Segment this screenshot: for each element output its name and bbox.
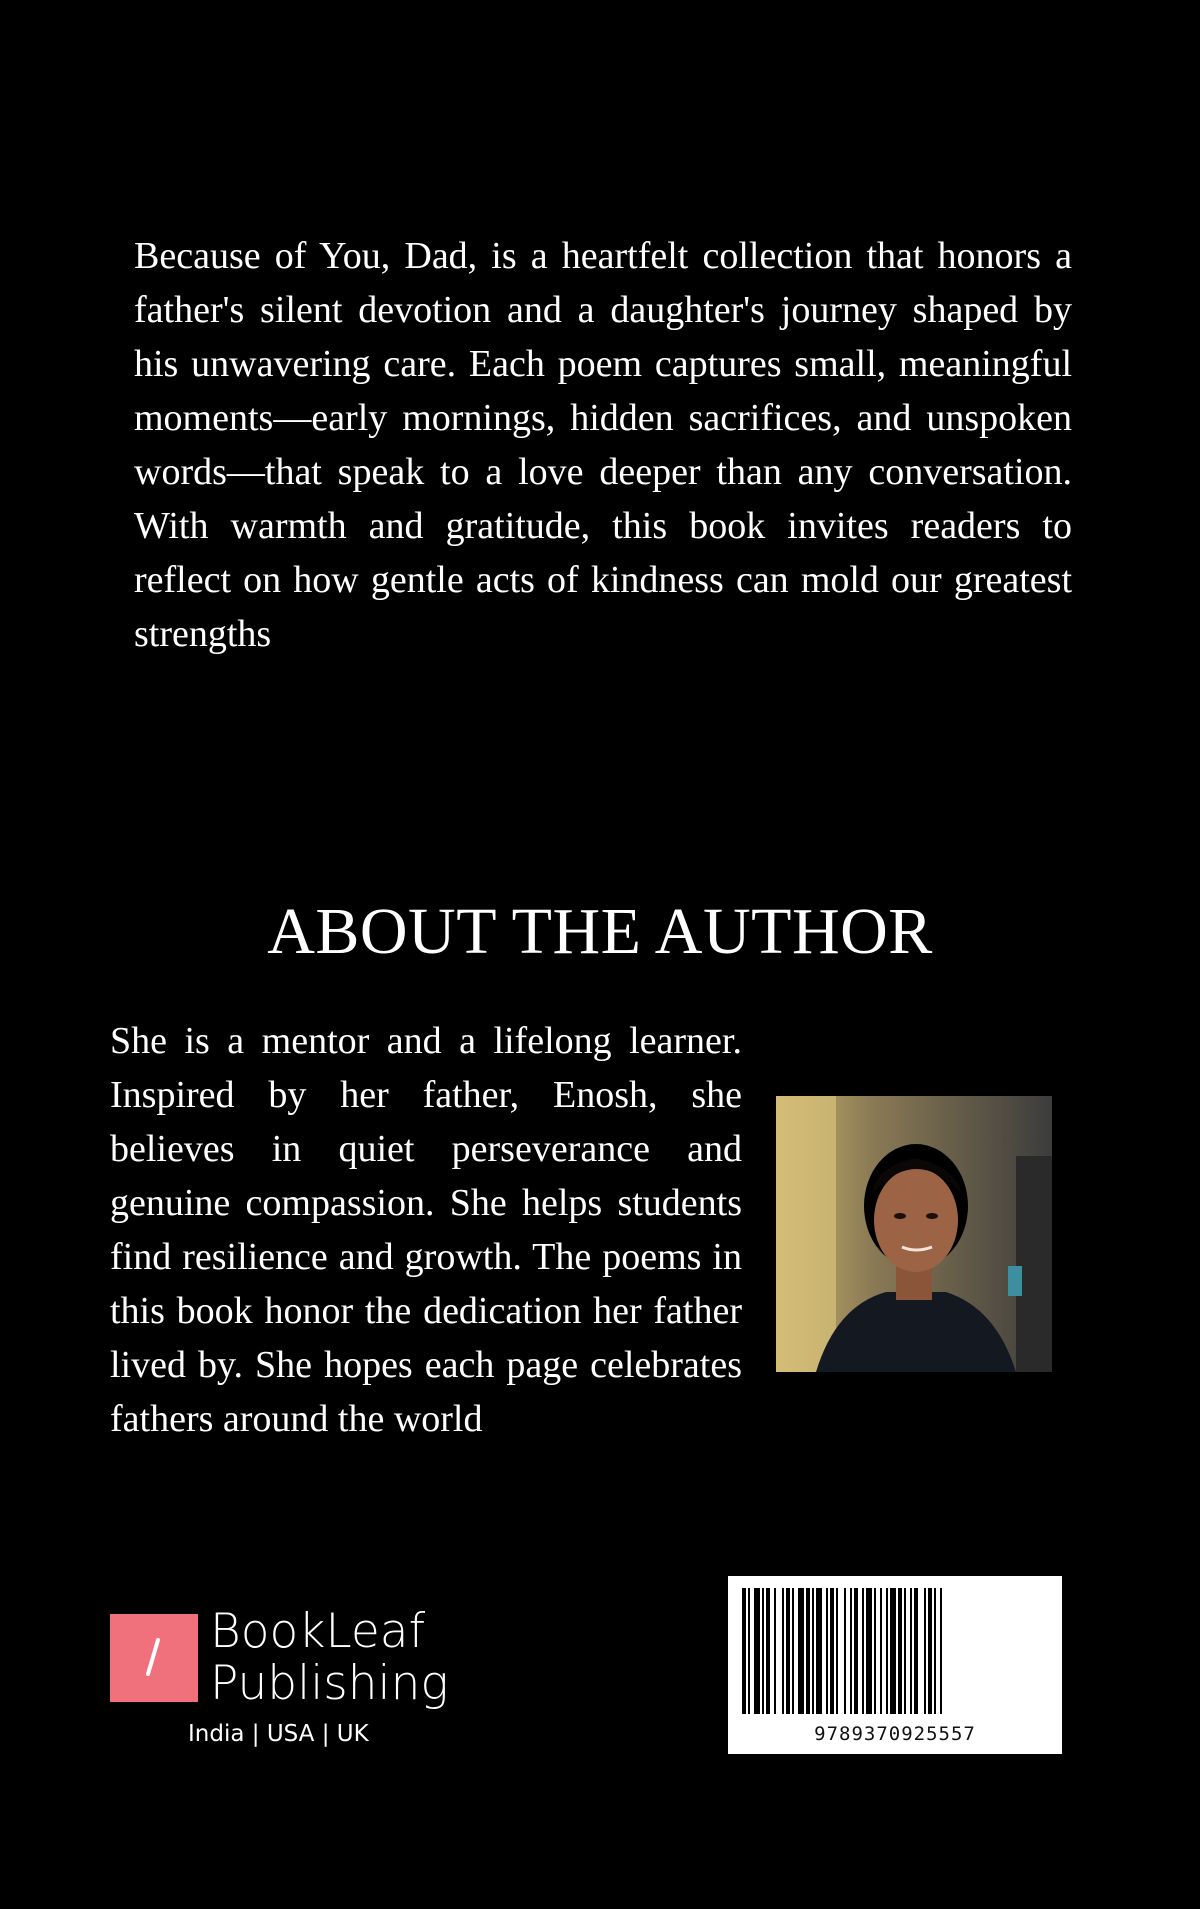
author-portrait-icon [776,1096,1052,1372]
publisher-regions: India | USA | UK [188,1721,369,1747]
barcode-bar [850,1588,852,1714]
barcode-bar [898,1588,902,1714]
barcode-bar [844,1588,846,1714]
barcode-bar [886,1588,888,1714]
barcode-bar [914,1588,918,1714]
publisher-name-line2: Publishing [210,1656,449,1711]
barcode-bar [890,1588,896,1714]
barcode-bar [806,1588,810,1714]
barcode-bar [854,1588,858,1714]
barcode-bar [826,1588,828,1714]
barcode-bar [874,1588,876,1714]
publisher-name-line1: BookLeaf [210,1604,426,1659]
barcode-bar [880,1588,882,1714]
publisher-name [210,1606,449,1710]
book-blurb: Because of You, Dad, is a heartfelt collection that honors a father's silent devotion and a daughter's journey shaped by his unwavering care. Each poem captures small, meaningful moments—early mornings, hidden sacrifices, and unspoken words—that speak to a love deeper than any conversation. With warmth and gratitude, this book invites readers to reflect on how gentle acts of kindness can mold our greatest strengths [134,235,1072,655]
barcode-bar [792,1588,794,1714]
barcode-bar [786,1588,790,1714]
barcode-bar [816,1588,822,1714]
author-bio: She is a mentor and a lifelong learner. Inspired by her father, Enosh, she believes in quiet perseverance and genuine compassion. She helps students find resilience and growth. The poems in this book honor the dedication her father lived by. She hopes each page celebrates fathers around the world [110,1020,742,1440]
barcode-bar [836,1588,838,1714]
slash-mark-icon [110,1614,198,1702]
barcode-bar [762,1588,764,1714]
publisher-logo [110,1614,198,1702]
barcode-bar [904,1588,906,1714]
barcode-bar [928,1588,932,1714]
barcode-bar [924,1588,926,1714]
barcode-bar [748,1588,750,1714]
barcode-bar [830,1588,834,1714]
barcode-bar [940,1588,942,1714]
barcode-bar [742,1588,746,1714]
barcode-bar [782,1588,784,1714]
barcode-bar [754,1588,760,1714]
barcode-bar [934,1588,936,1714]
barcode-bar [812,1588,814,1714]
barcode-bar [862,1588,864,1714]
barcode-bar [866,1588,872,1714]
barcode [728,1576,1062,1754]
barcode-bar [910,1588,912,1714]
barcode-bar [798,1588,804,1714]
isbn-number: 9789370925557 [814,1723,976,1745]
barcode-bar [766,1588,770,1714]
barcode-bars [728,1576,1062,1722]
about-author-heading: ABOUT THE AUTHOR [267,895,933,968]
author-photo [776,1096,1052,1372]
barcode-bar [774,1588,776,1714]
